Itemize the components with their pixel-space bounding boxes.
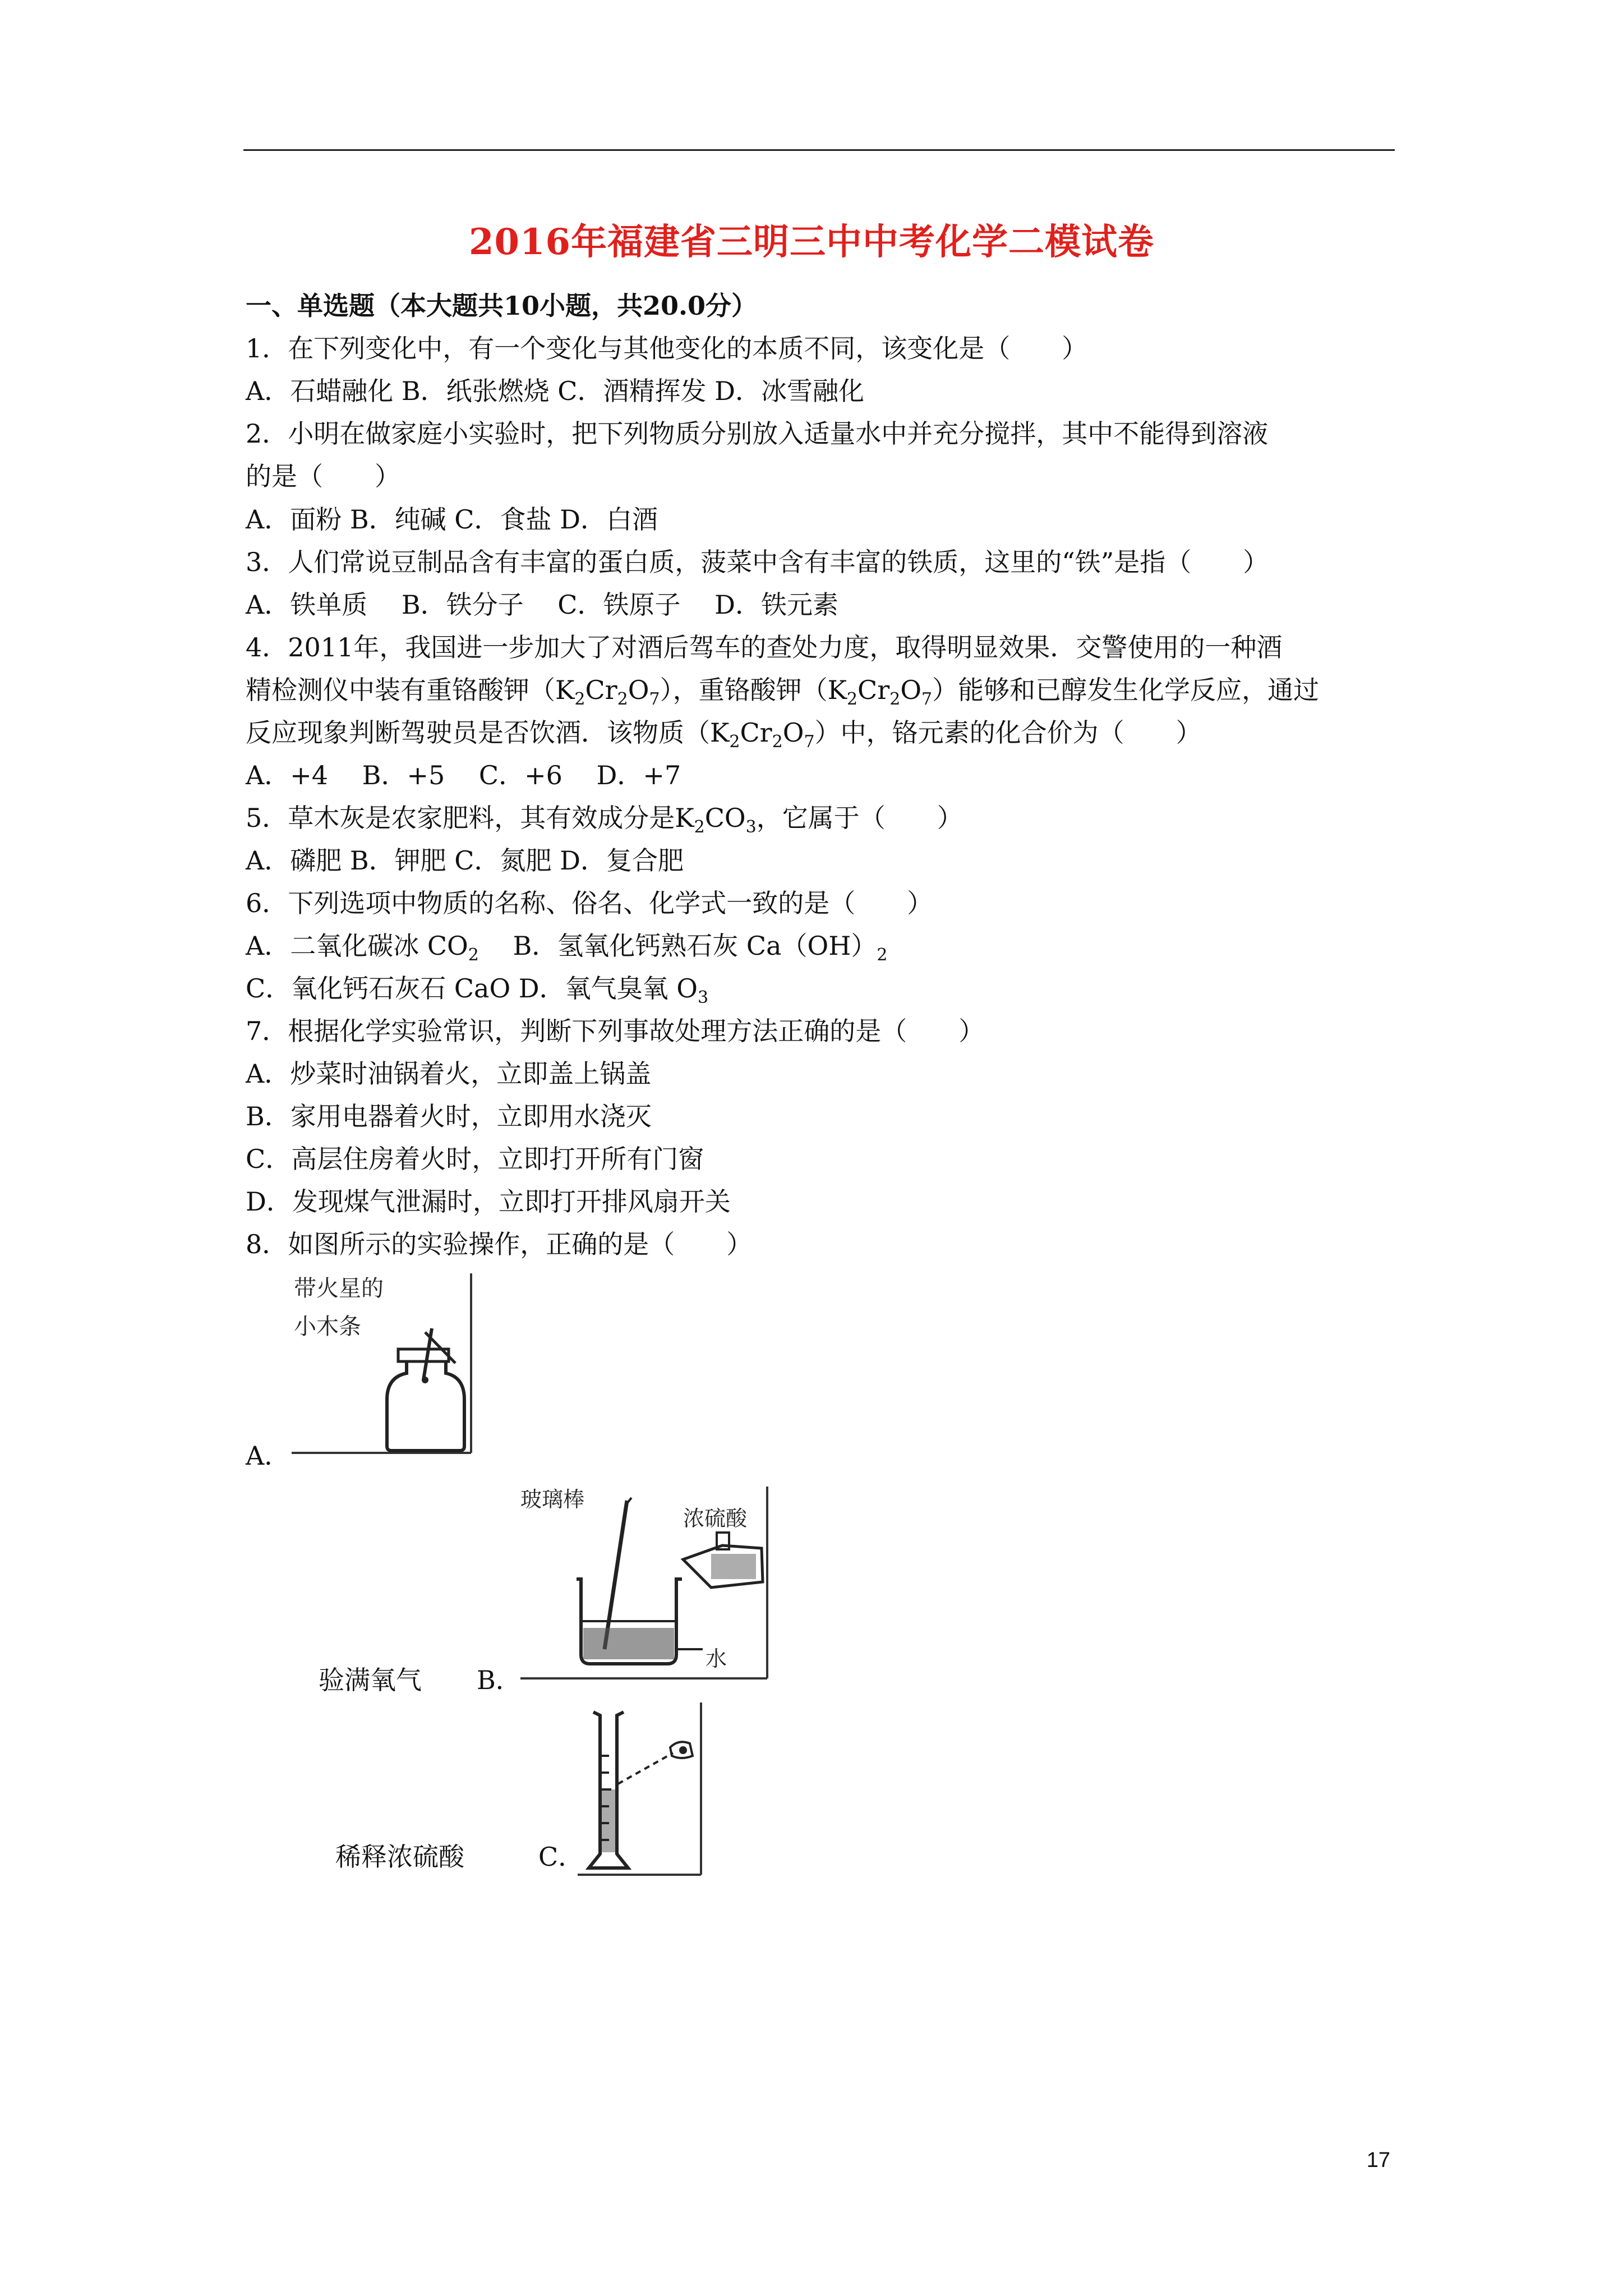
q8-figB-label1: 玻璃棒: [520, 1487, 585, 1512]
q2-stem-line1: 2．小明在做家庭小实验时，把下列物质分别放入适量水中并充分搅拌，其中不能得到溶液: [246, 418, 1269, 449]
q8-figB-label3: 水: [706, 1646, 727, 1671]
q1-options: A．石蜡融化 B．纸张燃烧 C．酒精挥发 D．冰雪融化: [246, 376, 864, 406]
q8-figure-a: [292, 1262, 477, 1458]
q2-options: A．面粉 B．纯碱 C．食盐 D．白酒: [246, 504, 658, 535]
q6-options-ab: A．二氧化碳冰 $CO_2$ B．氢氧化钙熟石灰 $Ca(OH)_2$: [246, 931, 888, 965]
q8-figC-marker: C．: [538, 1842, 584, 1872]
q4-options: A．+4 B．+5 C．+6 D．+7: [246, 760, 681, 790]
page-number: 17: [1366, 2148, 1390, 2172]
q7-option-a: A．炒菜时油锅着火，立即盖上锅盖: [246, 1059, 652, 1089]
q8-figB-caption: 稀释浓硫酸: [335, 1842, 464, 1872]
q6-stem: 6．下列选项中物质的名称、俗名、化学式一致的是（ ）: [246, 888, 933, 918]
q7-option-c: C．高层住房着火时，立即打开所有门窗: [246, 1144, 704, 1174]
q8-figA-caption: 验满氧气: [319, 1665, 422, 1695]
q8-figure-b: [520, 1481, 773, 1683]
q1-stem: 1．在下列变化中，有一个变化与其他变化的本质不同，该变化是（ ）: [246, 333, 1088, 364]
q8-figB-label2: 浓硫酸: [683, 1506, 748, 1531]
q8-figB-marker: B．: [477, 1665, 522, 1695]
section-heading: 一、单选题（本大题共10小题，共20.0分）: [246, 291, 758, 321]
glowing-splint-bottle-illustration: [292, 1262, 477, 1458]
q4-stem-line3: 反应现象判断驾驶员是否饮酒．该物质$(K_2Cr_2O_7)$中，铬元素的化合价为（ ）: [246, 717, 1202, 752]
q8-figA-label2: 小木条: [294, 1314, 361, 1340]
q5-stem: 5．草木灰是农家肥料，其有效成分是$K_2CO_3$，它属于（ ）: [246, 803, 963, 837]
q4-stem-line2: 精检测仪中装有重铬酸钾$(K_2Cr_2O_7)$，重铬酸钾$(K_2Cr_2O_7)$能够和已醇发生化学反应，通过: [246, 675, 1320, 709]
q6-options-cd: C．氧化钙石灰石 CaO D．氧气臭氧 $O_3$: [246, 973, 709, 1007]
q7-option-d: D．发现煤气泄漏时，立即打开排风扇开关: [246, 1186, 731, 1217]
q3-options: A．铁单质 B．铁分子 C．铁原子 D．铁元素: [246, 590, 838, 620]
q8-figure-c: [578, 1700, 707, 1879]
q7-option-b: B．家用电器着火时，立即用水浇灭: [246, 1101, 652, 1131]
q8-figA-label1: 带火星的: [294, 1276, 384, 1301]
dilution-beaker-illustration: [520, 1481, 773, 1683]
q4-stem-line1: 4．2011年，我国进一步加大了对酒后驾车的查处力度，取得明显效果．交警使用的一种酒: [246, 632, 1283, 662]
q3-stem: 3．人们常说豆制品含有丰富的蛋白质，菠菜中含有丰富的铁质，这里的“铁”是指（ ）: [246, 547, 1269, 577]
q7-stem: 7．根据化学实验常识，判断下列事故处理方法正确的是（ ）: [246, 1016, 985, 1046]
q2-stem-line2: 的是（ ）: [246, 461, 400, 491]
header-rule: [243, 149, 1395, 151]
q5-options: A．磷肥 B．钾肥 C．氮肥 D．复合肥: [246, 845, 684, 876]
graduated-cylinder-illustration: [578, 1700, 707, 1879]
q8-figA-marker: A．: [246, 1441, 291, 1471]
q8-stem: 8．如图所示的实验操作，正确的是（ ）: [246, 1229, 753, 1259]
page-title: 2016年福建省三明三中中考化学二模试卷: [468, 221, 1155, 263]
